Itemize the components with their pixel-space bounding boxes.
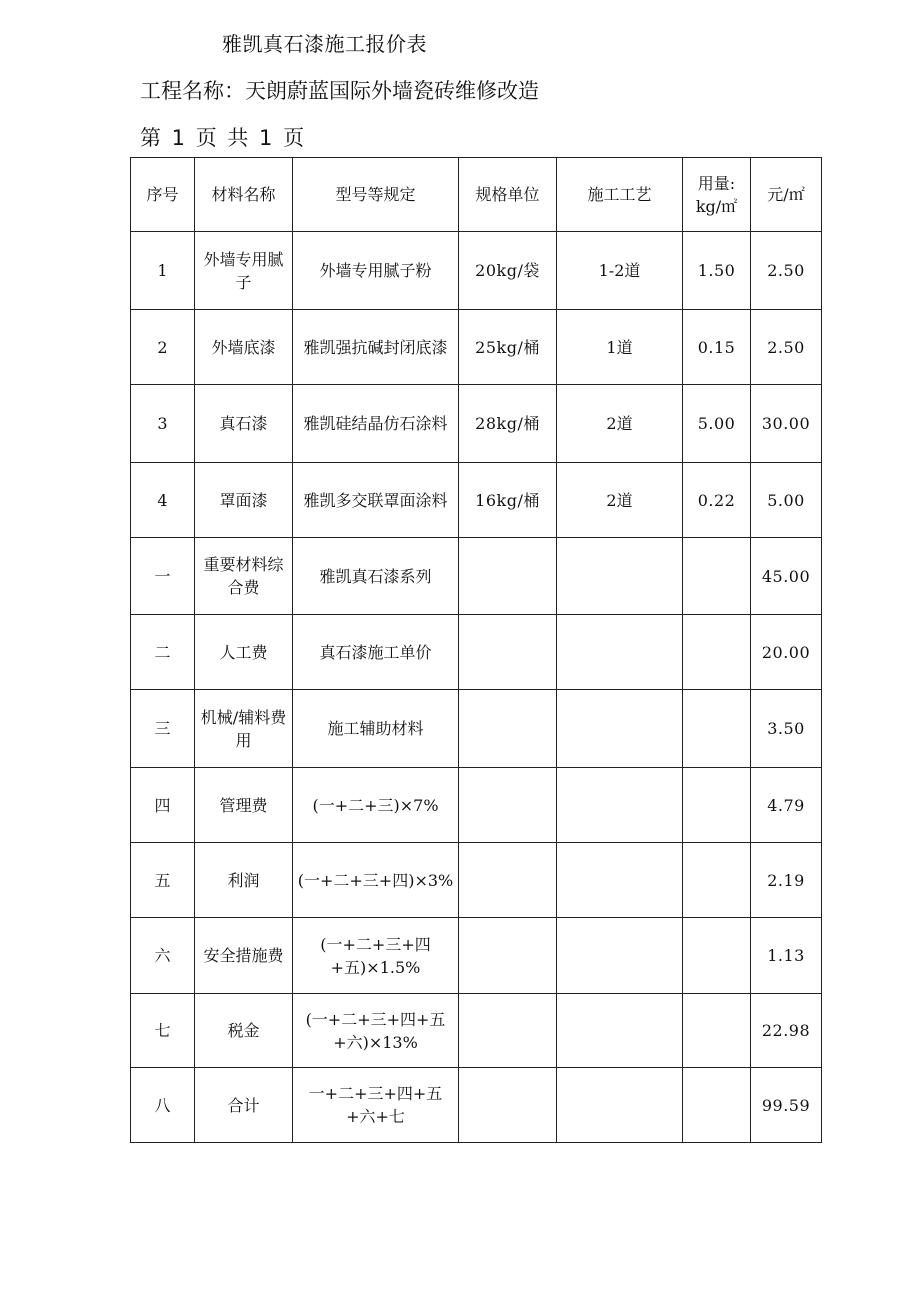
header-process: 施工工艺	[557, 158, 683, 232]
cell-process	[557, 918, 683, 994]
cell-unit	[459, 538, 557, 615]
cell-material: 罩面漆	[195, 463, 293, 538]
header-usage-line2: kg/㎡	[695, 196, 738, 216]
cell-seq: 3	[131, 385, 195, 463]
table-header-row	[131, 158, 822, 232]
cell-usage	[683, 690, 751, 768]
cell-usage: 0.22	[683, 463, 751, 538]
table-body	[131, 232, 822, 1143]
cell-seq: 四	[131, 768, 195, 843]
cell-process	[557, 690, 683, 768]
cell-unit	[459, 1068, 557, 1143]
header-price: 元/㎡	[751, 158, 822, 232]
page-indicator: 第 1 页 共 1 页	[140, 126, 305, 150]
header-seq: 序号	[131, 158, 195, 232]
cell-unit	[459, 690, 557, 768]
cell-spec: 雅凯硅结晶仿石涂料	[293, 385, 459, 463]
header-material: 材料名称	[195, 158, 293, 232]
cell-price: 5.00	[751, 463, 822, 538]
cell-material: 合计	[195, 1068, 293, 1143]
project-name-line	[140, 75, 539, 105]
cell-process	[557, 1068, 683, 1143]
cell-seq: 2	[131, 310, 195, 385]
cell-unit	[459, 615, 557, 690]
header-unit: 规格单位	[459, 158, 557, 232]
cell-spec: (一+二+三+四+五+六)×13%	[293, 994, 459, 1068]
cell-seq: 六	[131, 918, 195, 994]
cell-usage	[683, 538, 751, 615]
cell-usage	[683, 768, 751, 843]
table-row	[131, 690, 822, 768]
cell-seq: 一	[131, 538, 195, 615]
cell-usage: 5.00	[683, 385, 751, 463]
table-row	[131, 232, 822, 310]
cell-spec: 真石漆施工单价	[293, 615, 459, 690]
cell-process: 1-2道	[557, 232, 683, 310]
cell-process	[557, 768, 683, 843]
cell-spec: 外墙专用腻子粉	[293, 232, 459, 310]
cell-spec: 雅凯多交联罩面涂料	[293, 463, 459, 538]
cell-seq: 三	[131, 690, 195, 768]
cell-usage	[683, 843, 751, 918]
cell-material: 真石漆	[195, 385, 293, 463]
cell-price: 20.00	[751, 615, 822, 690]
table-row	[131, 310, 822, 385]
table-row	[131, 918, 822, 994]
cell-spec: 一+二+三+四+五+六+七	[293, 1068, 459, 1143]
document-title: 雅凯真石漆施工报价表	[222, 32, 427, 56]
table-row	[131, 463, 822, 538]
cell-process	[557, 615, 683, 690]
header-spec: 型号等规定	[293, 158, 459, 232]
cell-process	[557, 994, 683, 1068]
cell-spec: (一+二+三+四+五)×1.5%	[293, 918, 459, 994]
cell-unit: 28kg/桶	[459, 385, 557, 463]
cell-price: 22.98	[751, 994, 822, 1068]
cell-material: 利润	[195, 843, 293, 918]
cell-usage	[683, 615, 751, 690]
header-usage-line1: 用量:	[697, 173, 736, 193]
cell-unit	[459, 843, 557, 918]
table-row	[131, 615, 822, 690]
cell-process: 2道	[557, 463, 683, 538]
quotation-table	[130, 157, 822, 1143]
table-row	[131, 385, 822, 463]
cell-price: 99.59	[751, 1068, 822, 1143]
cell-spec: (一+二+三+四)×3%	[293, 843, 459, 918]
table-row	[131, 768, 822, 843]
cell-spec: 雅凯真石漆系列	[293, 538, 459, 615]
cell-unit: 20kg/袋	[459, 232, 557, 310]
cell-unit	[459, 994, 557, 1068]
cell-price: 30.00	[751, 385, 822, 463]
table-row	[131, 538, 822, 615]
cell-process: 1道	[557, 310, 683, 385]
cell-spec: 施工辅助材料	[293, 690, 459, 768]
cell-unit: 16kg/桶	[459, 463, 557, 538]
cell-usage	[683, 1068, 751, 1143]
cell-material: 税金	[195, 994, 293, 1068]
cell-material: 机械/辅料费用	[195, 690, 293, 768]
cell-process	[557, 538, 683, 615]
cell-seq: 4	[131, 463, 195, 538]
cell-price: 1.13	[751, 918, 822, 994]
cell-seq: 1	[131, 232, 195, 310]
cell-seq: 五	[131, 843, 195, 918]
header-usage	[683, 158, 751, 232]
cell-price: 2.50	[751, 232, 822, 310]
cell-material: 人工费	[195, 615, 293, 690]
cell-price: 2.19	[751, 843, 822, 918]
cell-material: 重要材料综合费	[195, 538, 293, 615]
cell-spec: (一+二+三)×7%	[293, 768, 459, 843]
cell-price: 4.79	[751, 768, 822, 843]
cell-material: 安全措施费	[195, 918, 293, 994]
cell-process	[557, 843, 683, 918]
cell-usage: 1.50	[683, 232, 751, 310]
table-row	[131, 994, 822, 1068]
cell-material: 管理费	[195, 768, 293, 843]
table-row	[131, 843, 822, 918]
cell-usage	[683, 994, 751, 1068]
cell-usage: 0.15	[683, 310, 751, 385]
cell-seq: 八	[131, 1068, 195, 1143]
cell-seq: 七	[131, 994, 195, 1068]
cell-spec: 雅凯强抗碱封闭底漆	[293, 310, 459, 385]
cell-unit	[459, 918, 557, 994]
table-row	[131, 1068, 822, 1143]
cell-price: 45.00	[751, 538, 822, 615]
cell-unit: 25kg/桶	[459, 310, 557, 385]
cell-process: 2道	[557, 385, 683, 463]
cell-material: 外墙底漆	[195, 310, 293, 385]
cell-price: 3.50	[751, 690, 822, 768]
cell-price: 2.50	[751, 310, 822, 385]
cell-usage	[683, 918, 751, 994]
cell-material: 外墙专用腻子	[195, 232, 293, 310]
cell-unit	[459, 768, 557, 843]
cell-seq: 二	[131, 615, 195, 690]
project-name: 天朗蔚蓝国际外墙瓷砖维修改造	[245, 79, 539, 103]
project-label: 工程名称：	[140, 79, 245, 103]
